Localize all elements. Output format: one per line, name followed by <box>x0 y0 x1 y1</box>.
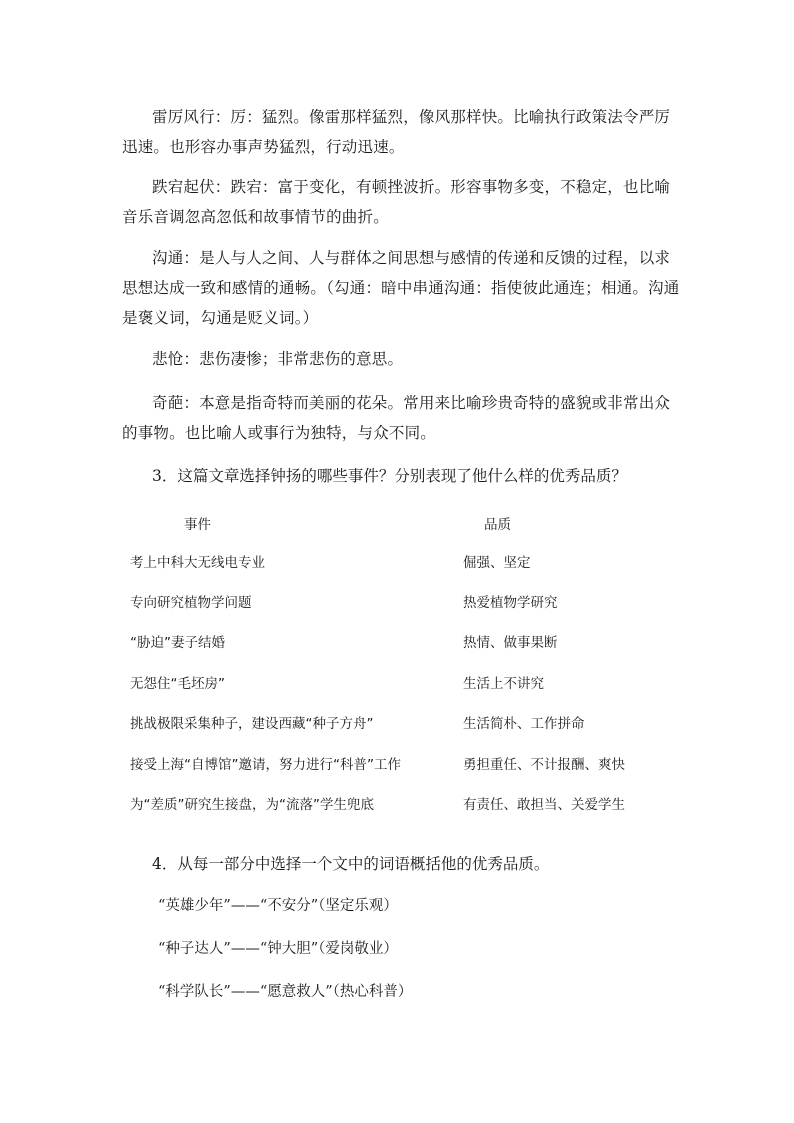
definition-gou-tong: 沟通：是人与人之间、人与群体之间思想与感情的传递和反馈的过程，以求思想达成一致和感情的通畅。（勾通：暗中串通沟通：指使彼此通连；相通。沟通是褒义词，勾通是贬义词。） <box>122 249 680 327</box>
summary-item: “科学队长”——“愿意救人”（热心科普） <box>158 984 413 1000</box>
table-row-event: 挑战极限采集种子，建设西藏“种子方舟” <box>130 716 374 732</box>
table-row-quality: 生活简朴、工作拼命 <box>463 716 585 732</box>
table-row-quality: 有责任、敢担当、关爱学生 <box>463 797 625 813</box>
definition-die-dang-qi-fu: 跌宕起伏：跌宕：富于变化，有顿挫波折。形容事物多变，不稳定，也比喻音乐音调忽高忽低和故事情节的曲折。 <box>122 178 671 226</box>
table-row-quality: 热爱植物学研究 <box>463 595 558 611</box>
table-header-quality: 品质 <box>484 517 511 533</box>
table-row-event: 接受上海“自博馆”邀请，努力进行“科普”工作 <box>130 757 401 773</box>
definition-qi-pa: 奇葩：本意是指奇特而美丽的花朵。常用来比喻珍贵奇特的盛貌或非常出众的事物。也比喻人或事行为独特，与众不同。 <box>122 394 671 442</box>
question-3: 3．这篇文章选择钟扬的哪些事件？分别表现了他什么样的优秀品质？ <box>152 467 627 485</box>
table-row-quality: 生活上不讲究 <box>463 676 544 692</box>
table-row-event: 专向研究植物学问题 <box>130 595 252 611</box>
question-4: 4．从每一部分中选择一个文中的词语概括他的优秀品质。 <box>152 855 550 873</box>
table-row-event: 无怨住“毛坯房” <box>130 676 225 692</box>
definition-lei-li-feng-xing: 雷厉风行：厉：猛烈。像雷那样猛烈，像风那样快。比喻执行政策法令严厉迅速。也形容办事声势猛烈，行动迅速。 <box>122 108 671 156</box>
table-row-quality: 倔强、坚定 <box>463 555 531 571</box>
table-row-quality: 热情、做事果断 <box>463 635 558 651</box>
table-header-event: 事件 <box>184 517 211 533</box>
definition-bei-chuang: 悲怆：悲伤凄惨；非常悲伤的意思。 <box>152 350 404 368</box>
table-row-event: “胁迫”妻子结婚 <box>130 635 225 651</box>
table-row-event: 考上中科大无线电专业 <box>130 555 265 571</box>
table-row-quality: 勇担重任、不计报酬、爽快 <box>463 757 625 773</box>
summary-item: “种子达人”——“钟大胆”（爱岗敬业） <box>158 941 398 957</box>
table-row-event: 为“差质”研究生接盘，为“流落”学生兜底 <box>130 797 374 813</box>
summary-item: “英雄少年”——“不安分”（坚定乐观） <box>158 898 398 914</box>
